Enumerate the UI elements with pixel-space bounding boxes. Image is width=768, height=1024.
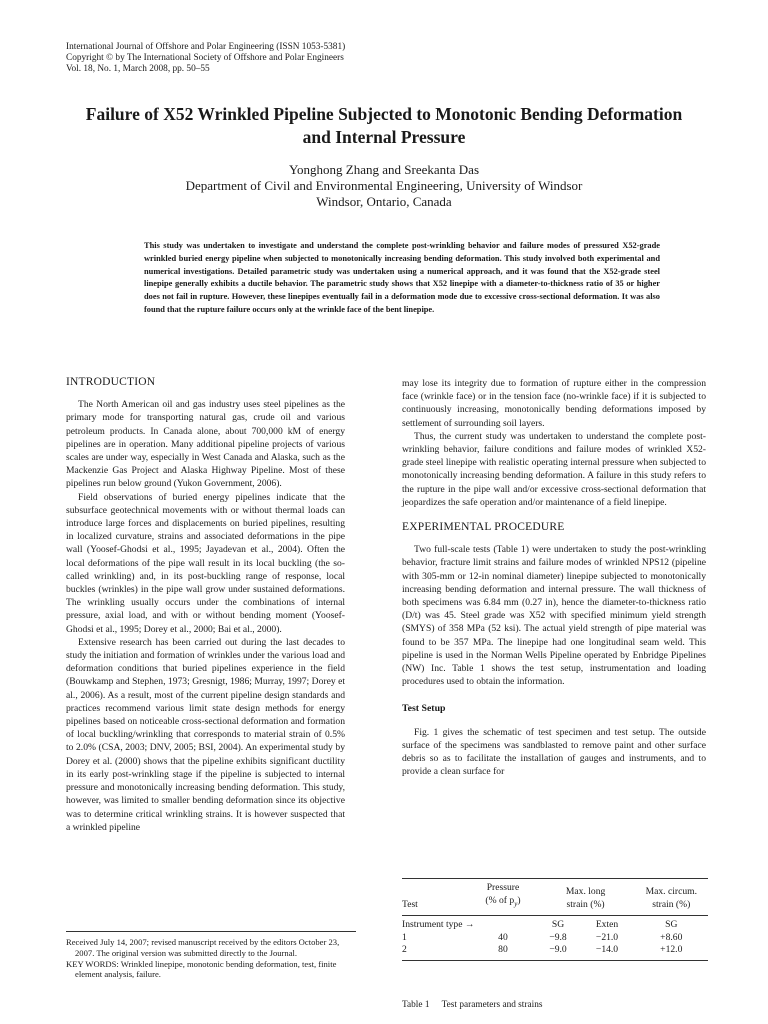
intro-paragraph-2: Field observations of buried energy pipelines indicate that the subsurface geotechnical movements with or without thermal loads can introduce large forces and displacements on buried pipelines, resulting in localized curvature, strains and associated deformations in the pipe wall (Yoosef-Ghodsi et al., 1995; Jayadevan et al., 2004). Often the local deformations of the pipe wall result in its local buckling (the so-called wrinkling) and, in its post-buckling range of response, local buckles (wrinkles) in the pipe wall grow under sustained deformations. The wrinkling usually occurs under the combinations of internal pressure, axial load, and with or without bending moment (Yoosef-Ghodsi et al., 1995; Dorey et al., 2000; Bai et al., 2000). <box>66 491 345 635</box>
journal-header <box>66 42 345 75</box>
instrument-row: Instrument type → SG Exten SG <box>402 918 678 930</box>
author-department: Department of Civil and Environmental Engineering, University of Windsor <box>185 178 583 193</box>
header-test: Test <box>402 879 469 916</box>
author-block <box>40 162 728 210</box>
caption-text: Test parameters and strains <box>441 1000 543 1010</box>
right-column <box>402 377 706 778</box>
paper-title <box>40 103 728 149</box>
author-location: Windsor, Ontario, Canada <box>316 194 452 209</box>
copyright-line: Copyright © by The International Society of Offshore and Polar Engineers <box>66 53 344 63</box>
test-setup-paragraph: Fig. 1 gives the schematic of test specimen and test setup. The outside surface of the specimens was sandblasted to remove paint and other surface debris so as to facilitate the installation of gauges and instruments, and to provide a clean surface for <box>402 726 706 778</box>
table-row: 1 40 −9.8 −21.0 +8.60 <box>402 931 683 943</box>
intro-paragraph-1: The North American oil and gas industry uses steel pipelines as the primary mode for transporting natural gas, crude oil and various petroleum products. In Canada alone, about 700,000 kM of energy pipelines are in operation. Many additional pipeline projects of various scales are under way, especially in West Canada and Alaska, such as the Mackenzie Gas Project and Alaska Highway Pipeline. Most of these pipelines run below ground (Yukon Government, 2006). <box>66 399 345 490</box>
section-heading-experimental: EXPERIMENTAL PROCEDURE <box>402 521 565 534</box>
subsection-heading-test-setup: Test Setup <box>402 703 446 715</box>
header-long-strain: Max. long strain (%) <box>537 879 635 916</box>
experimental-paragraph: Two full-scale tests (Table 1) were undertaken to study the post-wrinkling behavior, fracture limit strains and failure modes of wrinkled NPS12 (pipeline with 305-mm or 12-in nominal diameter) linepipe subjected to monotonically increasing bending deformation and internal pressure. The wall thickness of both specimens was 6.84 mm (0.27 in), hence the diameter-to-thickness ratio (D/t) was 45. Steel grade was X52 with specified minimum yield strength (SMYS) of 358 MPa (52 ksi). The actual yield strength of pipe material was found to be 357 MPa. The linepipe had one longitudinal seam weld. This pipeline is used in the Norman Wells Pipeline operated by Enbridge Pipelines (NW) Inc. Table 1 shows the test setup, instrumentation and loading procedures used to obtain the information. <box>402 544 706 688</box>
continued-paragraph: may lose its integrity due to formation of rupture either in the compression face (wrinkle face) or in the tension face (no-wrinkle face) if it is subjected to continuously increasing, monotonically bending deformations imposed by settlement of surrounding soil layers. <box>402 378 706 429</box>
header-pressure: Pressure (% of $p_y$) <box>469 879 536 916</box>
intro-paragraph-3: Extensive research has been carried out during the last decades to study the initiation and formation of wrinkles under the various load and deformation conditions that buried pipelines experience in the field (Bouwkamp and Stephen, 1973; Gresnigt, 1986; Murray, 1997; Dorey et al., 2006). As a result, most of the current pipeline design standards and practices recommend various limit state design methods for energy pipelines based on noticeable cross-sectional deformation and formation of local buckling/wrinkling that corresponds to material strain of 0.5% to 2.0% (CSA, 2003; DNV, 2005; BSI, 2004). An experimental study by Dorey et al. (2000) shows that the pipeline exhibits significant ductility in its early post-wrinkling stage if the pipeline is subjected to internal pressure and monotonically increasing bending deformation. This study, however, was limited to smaller bending deformation since its objective was to determine critical wrinkling strains. It is however suspected that a wrinkled pipeline <box>66 636 345 833</box>
intro-paragraph-4: Thus, the current study was undertaken to understand the complete post-wrinkling behavior, failure conditions and failure modes of wrinkled X52-grade steel linepipe with realistic operating internal pressure when subjected to monotonically increasing bending deformation. A failure in this study refers to the rupture in the pipe wall and/or excessive cross-sectional deformation that jeopardizes the safe operation and/or maintenance of a field linepipe. <box>402 430 706 508</box>
header-circ-strain: Max. circum. strain (%) <box>635 879 708 916</box>
table-caption <box>402 1000 542 1010</box>
table-row: 2 80 −9.0 −14.0 +12.0 <box>402 944 708 960</box>
author-names: Yonghong Zhang and Sreekanta Das <box>288 162 480 177</box>
footnote <box>66 931 356 980</box>
footnote-received: Received July 14, 2007; revised manuscript received by the editors October 23, 2007. The original version was submitted directly to the Journal. <box>66 937 340 958</box>
volume-line: Vol. 18, No. 1, March 2008, pp. 50–55 <box>66 64 210 74</box>
left-column <box>66 376 345 834</box>
caption-label: Table 1 <box>402 1000 430 1010</box>
section-heading-introduction: INTRODUCTION <box>66 376 156 388</box>
abstract: This study was undertaken to investigate and understand the complete post-wrinkling behavior and failure modes of pressured X52-grade wrinkled buried energy pipeline when subjected to monotonically increasing bending deformation. This study involved both experimental and numerical investigations. Detailed parametric study was undertaken using a numerical approach, and it was found that the X52-grade steel linepipe generally exhibits a ductile behavior. The parametric study shows that X52 linepipe with a diameter-to-thickness ratio of 35 or higher does not fail in rupture. However, these linepipes eventually fail in a deformation mode due to excessive cross-sectional deformation. It was also found that the rupture failure occurs only at the wrinkle face of the bent linepipe. <box>144 241 660 314</box>
title-line-1: Failure of X52 Wrinkled Pipeline Subjected to Monotonic Bending Deformation <box>85 104 683 124</box>
journal-name: International Journal of Offshore and Polar Engineering (ISSN 1053-5381) <box>66 42 346 52</box>
title-line-2: and Internal Pressure <box>302 127 466 147</box>
table-1 <box>402 878 708 961</box>
footnote-keywords: KEY WORDS: Wrinkled linepipe, monotonic bending deformation, test, finite element analysis, failure. <box>66 958 337 980</box>
